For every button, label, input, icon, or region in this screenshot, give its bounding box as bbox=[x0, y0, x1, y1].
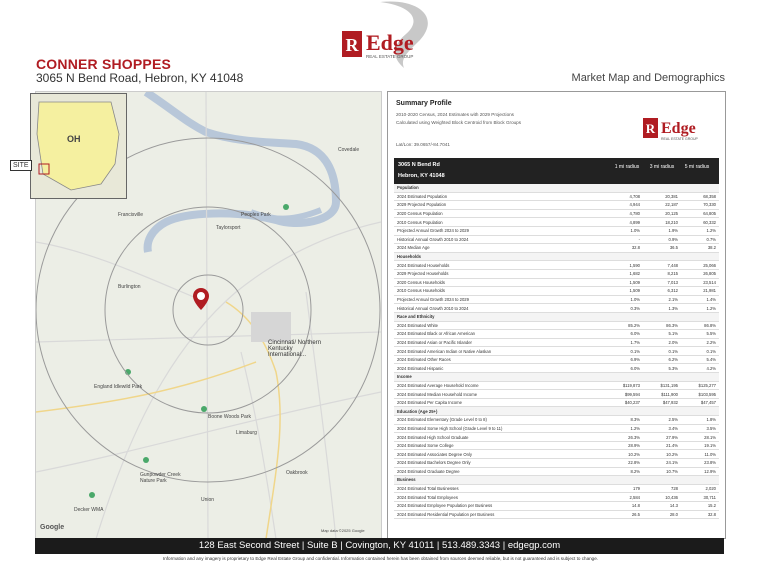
table-row bbox=[394, 382, 719, 391]
row-value: 21.4% bbox=[666, 443, 678, 449]
row-value: - bbox=[638, 236, 640, 242]
row-value: 0.7% bbox=[706, 236, 716, 242]
row-label: 2029 Projected Households bbox=[397, 271, 449, 277]
row-value: 20,125 bbox=[665, 211, 678, 217]
row-value: 64,805 bbox=[703, 211, 716, 217]
row-value: 728 bbox=[671, 486, 678, 492]
row-value: 19.1% bbox=[704, 443, 716, 449]
place-label: Decker WMA bbox=[74, 507, 104, 513]
row-value: 10.7% bbox=[666, 468, 678, 474]
row-value: 4.2% bbox=[706, 365, 716, 371]
table-row bbox=[394, 390, 719, 399]
row-label: Historical Annual Growth 2010 to 2024 bbox=[397, 305, 469, 311]
place-label: Taylorsport bbox=[216, 225, 241, 231]
svg-text:Edge: Edge bbox=[366, 30, 414, 55]
place-label: England Idlewild Park bbox=[94, 384, 143, 390]
row-value: 36.5 bbox=[669, 245, 678, 251]
table-row bbox=[394, 347, 719, 356]
place-label: Covedale bbox=[338, 147, 360, 153]
header-col-3mi: 3 mi radius bbox=[649, 164, 675, 170]
table-row bbox=[394, 493, 719, 502]
place-label: Gunpowder Creek Nature Park bbox=[140, 472, 181, 484]
row-value: 23.8% bbox=[704, 460, 716, 466]
row-label: 2024 Estimated Other Races bbox=[397, 357, 451, 363]
row-label: 2024 Estimated Associates Degree Only bbox=[397, 451, 472, 457]
table-row bbox=[394, 442, 719, 451]
row-value: 4,899 bbox=[629, 219, 640, 225]
row-value: 0.1% bbox=[668, 348, 678, 354]
row-value: 1,590 bbox=[629, 262, 640, 268]
row-value: $131,195 bbox=[660, 382, 678, 388]
row-value: $119,873 bbox=[622, 382, 640, 388]
row-value: 5.5% bbox=[706, 331, 716, 337]
company-logo bbox=[342, 28, 434, 62]
table-row bbox=[394, 270, 719, 279]
row-value: 1.9% bbox=[668, 228, 678, 234]
row-value: 2,584 bbox=[629, 494, 640, 500]
row-label: 2024 Estimated Median Household Income bbox=[397, 391, 478, 397]
section-title: Households bbox=[397, 254, 421, 260]
place-label: Peoples Park bbox=[241, 212, 271, 218]
row-value: 30,711 bbox=[703, 494, 716, 500]
row-value: 3.5% bbox=[706, 425, 716, 431]
row-label: Projected Annual Growth 2024 to 2029 bbox=[397, 228, 469, 234]
place-label: Burlington bbox=[118, 284, 141, 290]
table-row bbox=[394, 330, 719, 339]
row-value: 5.1% bbox=[668, 331, 678, 337]
row-value: 2.0% bbox=[668, 339, 678, 345]
row-label: 2024 Estimated Households bbox=[397, 262, 450, 268]
row-value: 3.4% bbox=[668, 425, 678, 431]
row-value: 0.1% bbox=[630, 348, 640, 354]
section-title: Education (Age 25+) bbox=[397, 408, 438, 414]
site-pin-icon[interactable] bbox=[193, 288, 209, 310]
row-label: 2020 Census Population bbox=[397, 211, 443, 217]
table-row bbox=[394, 193, 719, 202]
row-label: 2010 Census Population bbox=[397, 219, 443, 225]
summary-latlon: Lat/Lon: 39.0657/-84.7041 bbox=[396, 142, 450, 147]
row-label: 2024 Estimated Total Businesses bbox=[397, 486, 459, 492]
row-value: 0.3% bbox=[630, 305, 640, 311]
row-value: 6.0% bbox=[630, 365, 640, 371]
row-value: 25,066 bbox=[703, 262, 716, 268]
table-row bbox=[394, 261, 719, 270]
section-title: Business bbox=[397, 477, 416, 483]
place-label: Union bbox=[201, 497, 215, 503]
svg-text:Edge: Edge bbox=[661, 120, 696, 137]
table-row bbox=[394, 511, 719, 520]
row-value: 23,514 bbox=[703, 279, 716, 285]
row-value: 38.2 bbox=[707, 245, 716, 251]
row-value: 4,780 bbox=[629, 211, 640, 217]
row-value: 24.1% bbox=[666, 460, 678, 466]
row-value: 10.2% bbox=[628, 451, 640, 457]
row-label: 2024 Estimated Per Capita Income bbox=[397, 400, 462, 406]
place-label: Boone Woods Park bbox=[208, 414, 251, 420]
table-row bbox=[394, 279, 719, 288]
row-value: 60,332 bbox=[703, 219, 716, 225]
row-value: 32.8 bbox=[707, 511, 716, 517]
row-value: 28.0 bbox=[669, 511, 678, 517]
contact-footer: 128 East Second Street | Suite B | Covington, KY 41011 | 513.489.3343 | edgegp.com bbox=[35, 538, 724, 554]
svg-text:REAL ESTATE GROUP: REAL ESTATE GROUP bbox=[366, 54, 414, 59]
row-value: 1.4% bbox=[706, 297, 716, 303]
row-label: 2024 Estimated Some College bbox=[397, 443, 454, 449]
row-label: Projected Annual Growth 2024 to 2029 bbox=[397, 297, 469, 303]
row-value: 2.5% bbox=[668, 417, 678, 423]
row-value: 5.4% bbox=[706, 357, 716, 363]
row-value: 18,210 bbox=[665, 219, 678, 225]
map-copyright: Map data ©2025 Google bbox=[321, 528, 365, 533]
row-value: 32.8 bbox=[631, 245, 640, 251]
row-label: 2024 Estimated High School Graduate bbox=[397, 434, 469, 440]
table-row bbox=[394, 236, 719, 245]
row-value: 10,436 bbox=[665, 494, 678, 500]
place-label: Limaburg bbox=[236, 430, 257, 436]
row-value: 70,330 bbox=[703, 202, 716, 208]
row-value: 8,215 bbox=[667, 271, 678, 277]
row-value: 22.8% bbox=[628, 460, 640, 466]
row-label: 2024 Estimated Total Employees bbox=[397, 494, 458, 500]
summary-method: Calculated using Weighted Block Centroid from Block Groups bbox=[396, 120, 522, 125]
row-value: 2.2% bbox=[706, 339, 716, 345]
row-label: 2020 Census Households bbox=[397, 279, 445, 285]
table-row bbox=[394, 502, 719, 511]
row-value: 1.2% bbox=[706, 228, 716, 234]
table-row bbox=[394, 339, 719, 348]
company-logo-small bbox=[643, 116, 715, 142]
row-value: 1,509 bbox=[629, 279, 640, 285]
table-row bbox=[394, 485, 719, 494]
row-value: 20,381 bbox=[665, 193, 678, 199]
header-address-line2: Hebron, KY 41048 bbox=[398, 173, 445, 179]
row-value: 6.2% bbox=[668, 357, 678, 363]
summary-title: Summary Profile bbox=[396, 100, 452, 107]
row-value: 1.0% bbox=[630, 297, 640, 303]
row-value: 7,013 bbox=[667, 279, 678, 285]
row-label: 2024 Estimated Black or African American bbox=[397, 331, 475, 337]
row-value: 8.2% bbox=[630, 468, 640, 474]
row-value: 1,509 bbox=[629, 288, 640, 294]
section-title: Income bbox=[397, 374, 412, 380]
row-value: 4,708 bbox=[629, 193, 640, 199]
table-row bbox=[394, 287, 719, 296]
row-value: 7,448 bbox=[667, 262, 678, 268]
google-attribution: Google bbox=[40, 524, 65, 531]
row-value: 1.3% bbox=[668, 305, 678, 311]
place-label: Cincinnati/ Northern Kentucky International... bbox=[268, 340, 322, 358]
table-header bbox=[394, 158, 719, 184]
header-col-1mi: 1 mi radius bbox=[614, 164, 640, 170]
row-value: 27.9% bbox=[666, 434, 678, 440]
header-col-5mi: 5 mi radius bbox=[684, 164, 710, 170]
table-row bbox=[394, 450, 719, 459]
svg-text:REAL ESTATE GROUP: REAL ESTATE GROUP bbox=[661, 137, 698, 141]
table-row bbox=[394, 244, 719, 253]
section-title: Population bbox=[397, 185, 419, 191]
row-value: $111,900 bbox=[661, 391, 678, 397]
row-label: 2024 Estimated Hispanic bbox=[397, 365, 444, 371]
table-row bbox=[394, 468, 719, 477]
svg-text:R: R bbox=[345, 35, 359, 55]
summary-profile-panel bbox=[387, 91, 726, 539]
inset-state-label: OH bbox=[67, 134, 81, 144]
row-label: 2010 Census Households bbox=[397, 288, 445, 294]
row-value: $47,932 bbox=[662, 400, 678, 406]
section-title: Race and Ethnicity bbox=[397, 314, 435, 320]
table-row bbox=[394, 322, 719, 331]
row-label: 2024 Estimated Residential Population per Business bbox=[397, 511, 495, 517]
table-section-header bbox=[394, 373, 719, 382]
table-row bbox=[394, 433, 719, 442]
table-row bbox=[394, 304, 719, 313]
row-value: $47,457 bbox=[700, 400, 716, 406]
row-label: 2024 Estimated Asian or Pacific Islander bbox=[397, 339, 472, 345]
row-value: 28.1% bbox=[704, 434, 716, 440]
row-label: 2024 Median Age bbox=[397, 245, 430, 251]
row-label: 2024 Estimated Employee Population per Business bbox=[397, 503, 493, 509]
table-row bbox=[394, 218, 719, 227]
row-value: 1,682 bbox=[629, 271, 640, 277]
row-value: 12.9% bbox=[704, 468, 716, 474]
row-label: 2024 Estimated American Indian or Native Alaskan bbox=[397, 348, 492, 354]
row-label: Historical Annual Growth 2010 to 2024 bbox=[397, 236, 469, 242]
row-value: 10.2% bbox=[666, 451, 678, 457]
table-row bbox=[394, 356, 719, 365]
demographics-table bbox=[394, 158, 719, 519]
disclaimer: Information and any imagery is proprietary to Edge Real Estate Group and confidential. Information contained herein has been obtained from sources deemed reliable, but is not guaranteed and is subject to change. bbox=[162, 556, 599, 561]
summary-subtitle: 2010-2020 Census, 2024 Estimates with 2029 Projections bbox=[396, 112, 514, 117]
row-value: 26,805 bbox=[703, 271, 716, 277]
row-value: 22,187 bbox=[665, 202, 678, 208]
row-label: 2024 Estimated Elementary (Grade Level 0 to 8) bbox=[397, 417, 487, 423]
place-label: Oakbrook bbox=[286, 470, 308, 476]
page-heading: Market Map and Demographics bbox=[571, 72, 725, 84]
row-value: 1.0% bbox=[630, 228, 640, 234]
row-label: 2029 Projected Population bbox=[397, 202, 447, 208]
row-value: 0.9% bbox=[668, 236, 678, 242]
place-label: Francisville bbox=[118, 212, 144, 218]
row-value: 86.8% bbox=[704, 322, 716, 328]
table-section-header bbox=[394, 313, 719, 322]
table-row bbox=[394, 399, 719, 408]
row-value: 68,358 bbox=[703, 193, 716, 199]
svg-text:R: R bbox=[645, 121, 656, 136]
row-value: 14.3 bbox=[669, 503, 678, 509]
row-value: $103,595 bbox=[698, 391, 716, 397]
row-value: 179 bbox=[633, 486, 640, 492]
row-value: 6,312 bbox=[667, 288, 678, 294]
row-value: 1.8% bbox=[706, 417, 716, 423]
row-value: 5.3% bbox=[668, 365, 678, 371]
table-section-header bbox=[394, 184, 719, 193]
row-value: 26.3% bbox=[628, 434, 640, 440]
row-value: 28.9% bbox=[628, 443, 640, 449]
table-row bbox=[394, 201, 719, 210]
row-value: 4,944 bbox=[629, 202, 640, 208]
header-address-line1: 3065 N Bend Rd bbox=[398, 162, 440, 168]
row-value: $40,237 bbox=[624, 400, 640, 406]
row-value: 6.9% bbox=[630, 357, 640, 363]
row-value: 11.0% bbox=[704, 451, 716, 457]
table-section-header bbox=[394, 253, 719, 262]
row-value: 26.5 bbox=[631, 511, 640, 517]
table-section-header bbox=[394, 476, 719, 485]
table-row bbox=[394, 425, 719, 434]
row-value: 1.7% bbox=[630, 339, 640, 345]
row-value: 2,020 bbox=[705, 486, 716, 492]
inset-map bbox=[30, 93, 127, 199]
row-label: 2024 Estimated Graduate Degree bbox=[397, 468, 460, 474]
property-name: CONNER SHOPPES bbox=[36, 56, 172, 72]
row-value: $125,277 bbox=[698, 382, 716, 388]
table-row bbox=[394, 364, 719, 373]
row-label: 2024 Estimated Bachelors Degree Only bbox=[397, 460, 471, 466]
row-label: 2024 Estimated Average Household Income bbox=[397, 382, 479, 388]
row-value: 15.2 bbox=[707, 503, 716, 509]
row-value: 6.0% bbox=[630, 331, 640, 337]
row-value: 1.2% bbox=[630, 425, 640, 431]
row-value: 21,981 bbox=[703, 288, 716, 294]
table-row bbox=[394, 227, 719, 236]
table-row bbox=[394, 210, 719, 219]
row-value: 85.2% bbox=[628, 322, 640, 328]
site-label: SITE bbox=[10, 160, 32, 171]
table-row bbox=[394, 416, 719, 425]
table-section-header bbox=[394, 407, 719, 416]
row-value: 14.8 bbox=[631, 503, 640, 509]
row-value: 0.1% bbox=[706, 348, 716, 354]
row-value: $99,594 bbox=[624, 391, 640, 397]
row-label: 2024 Estimated Population bbox=[397, 193, 448, 199]
table-row bbox=[394, 296, 719, 305]
row-label: 2024 Estimated White bbox=[397, 322, 438, 328]
table-row bbox=[394, 459, 719, 468]
property-address: 3065 N Bend Road, Hebron, KY 41048 bbox=[36, 71, 244, 85]
row-value: 1.2% bbox=[706, 305, 716, 311]
row-value: 86.3% bbox=[666, 322, 678, 328]
row-value: 8.3% bbox=[630, 417, 640, 423]
row-value: 2.1% bbox=[668, 297, 678, 303]
row-label: 2024 Estimated Some High School (Grade Level 9 to 11) bbox=[397, 425, 503, 431]
